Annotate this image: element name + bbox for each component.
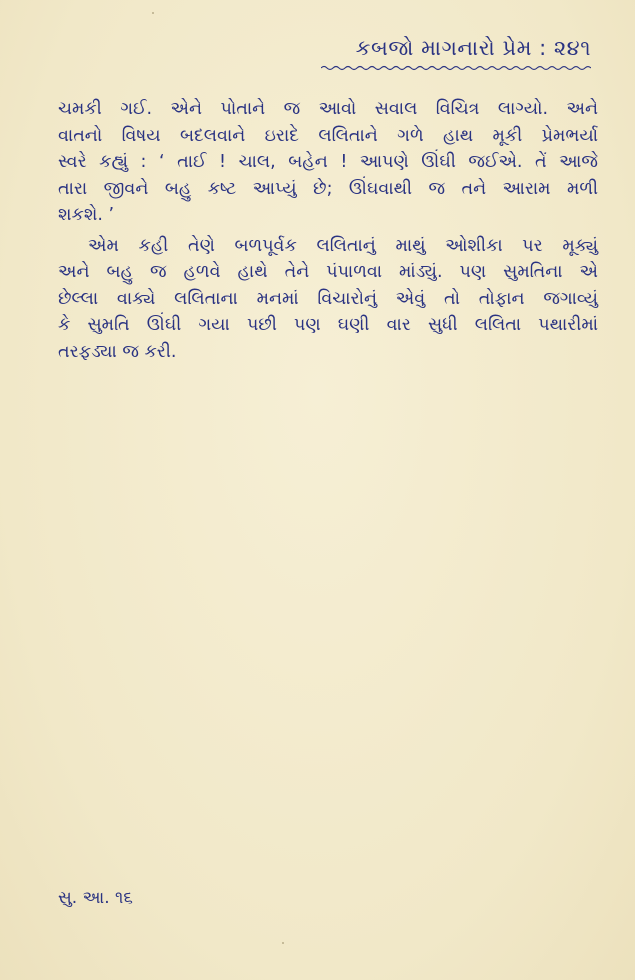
paragraph-2 xyxy=(58,233,598,366)
paragraph-1 xyxy=(58,96,598,229)
text-line: કે સુમતિ ઊંઘી ગયા પછી પણ ઘણી વાર સુધી લલિતા પથારીમાં xyxy=(58,315,598,335)
text-line: શકશે. ’ xyxy=(58,205,115,225)
text-line: ચમકી ગઈ. એને પોતાને જ આવો સવાલ વિચિત્ર લાગ્યો. અને xyxy=(58,99,598,119)
text-line: છેલ્લા વાક્યે લલિતાના મનમાં વિચારોનું એવું તો તોફાન જગાવ્યું xyxy=(58,288,598,309)
text-line: અને બહુ જ હળવે હાથે તેને પંપાળવા માંડ્યું. પણ સુમતિના એ xyxy=(58,262,598,282)
signature-mark: સુ. આ. ૧૬ xyxy=(58,888,133,908)
paper-speck xyxy=(282,942,284,944)
text-line: તરફડ્યા જ કરી. xyxy=(58,341,177,362)
text-line: તારા જીવને બહુ કષ્ટ આપ્યું છે; ઊંઘવાથી જ તને આરામ મળી xyxy=(58,178,598,199)
running-header xyxy=(321,36,591,71)
paper-speck xyxy=(152,12,154,14)
text-line: વાતનો વિષય બદલવાને ઇરાદે લલિતાને ગળે હાથ મૂકી પ્રેમભર્યા xyxy=(58,125,598,146)
text-line: સ્વરે કહ્યું : ‘ તાઈ ! ચાલ, બહેન ! આપણે ઊંઘી જઈએ. તેં આજે xyxy=(58,152,598,172)
running-title: કબજો માગનારો પ્રેમ : ૨૪૧ xyxy=(355,36,591,60)
text-line: એમ કહી તેણે બળપૂર્વક લલિતાનું માથું ઓશીકા પર મૂક્યું xyxy=(88,235,598,256)
wavy-underline xyxy=(321,65,591,71)
body-text xyxy=(58,96,598,365)
